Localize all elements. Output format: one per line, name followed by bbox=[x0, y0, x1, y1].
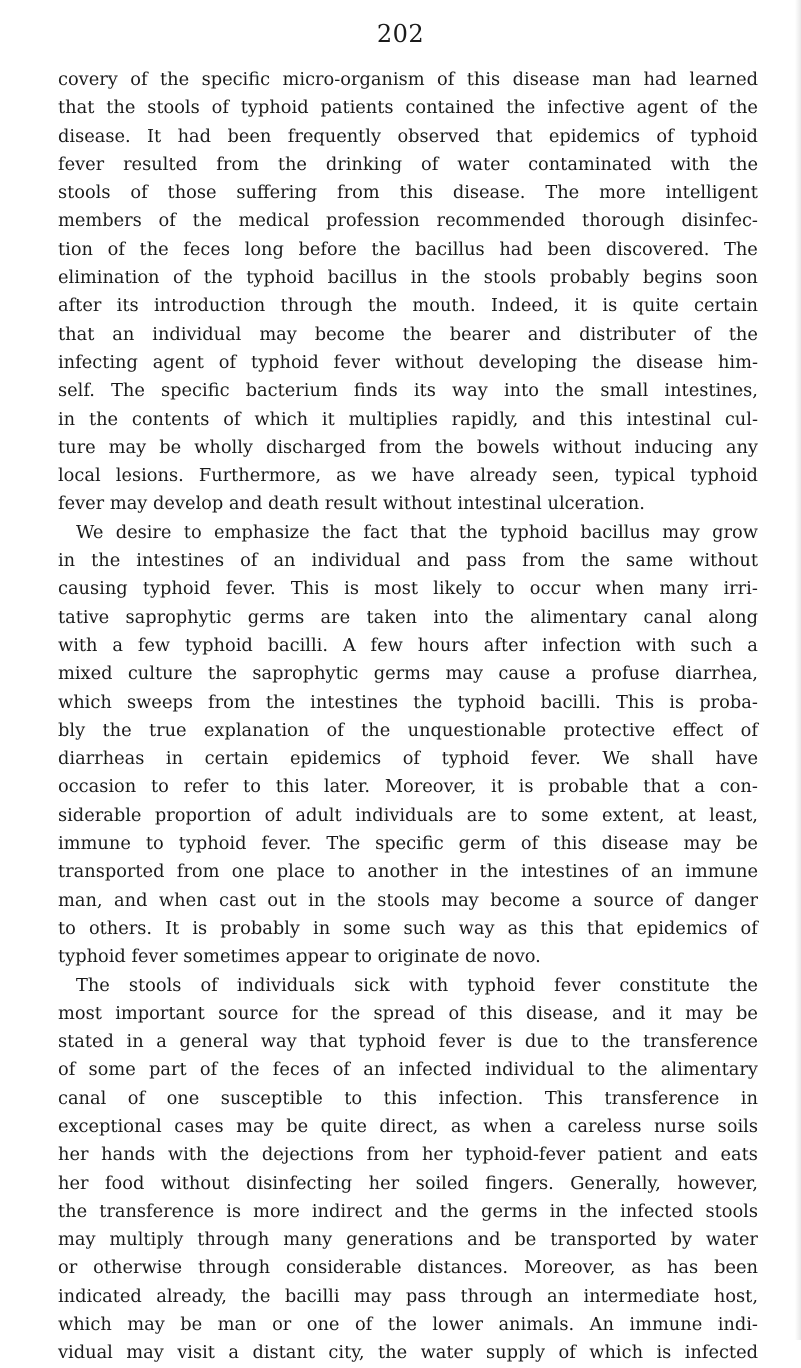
text-line: exceptional cases may be quite direct, as when a careless nurse soils bbox=[58, 1115, 758, 1137]
text-line: We desire to emphasize the fact that the typhoid bacillus may grow bbox=[76, 521, 758, 543]
text-line: ture may be wholly discharged from the bowels without inducing any bbox=[58, 436, 758, 458]
text-line: indicated already, the bacilli may pass through an intermediate host, bbox=[58, 1285, 758, 1307]
text-line: in the contents of which it multiplies rapidly, and this intestinal cul- bbox=[58, 408, 758, 430]
text-line: siderable proportion of adult individuals are to some extent, at least, bbox=[58, 804, 758, 826]
text-line: of some part of the feces of an infected individual to the alimentary bbox=[58, 1059, 758, 1081]
text-line: stated in a general way that typhoid fever is due to the transference bbox=[58, 1031, 758, 1053]
text-line: covery of the specific micro-organism of this disease man had learned bbox=[58, 69, 758, 90]
text-line: her hands with the dejections from her typhoid-fever patient and eats bbox=[58, 1144, 758, 1166]
text-line: occasion to refer to this later. Moreover, it is probable that a con- bbox=[58, 776, 758, 798]
text-line: self. The specific bacterium finds its way into the small intestines, bbox=[58, 380, 758, 402]
text-line: that the stools of typhoid patients contained the infective agent of the bbox=[58, 97, 758, 119]
page-number: 202 bbox=[376, 20, 425, 48]
text-line: transported from one place to another in the intestines of an immune bbox=[58, 861, 758, 883]
text-line: fever resulted from the drinking of water contaminated with the bbox=[58, 153, 758, 175]
text-line: local lesions. Furthermore, as we have already seen, typical typhoid bbox=[58, 465, 758, 487]
text-line: to others. It is probably in some such way as this that epidemics of bbox=[58, 917, 758, 939]
text-line: stools of those suffering from this disease. The more intelligent bbox=[58, 182, 758, 204]
text-line: tative saprophytic germs are taken into the alimentary canal along bbox=[58, 606, 758, 628]
text-line: canal of one susceptible to this infection. This transference in bbox=[58, 1087, 758, 1109]
text-line: may multiply through many generations and be transported by water bbox=[58, 1229, 758, 1251]
text-line: which may be man or one of the lower animals. An immune indi- bbox=[58, 1314, 758, 1336]
text-line: her food without disinfecting her soiled fingers. Generally, however, bbox=[58, 1172, 758, 1194]
text-line: man, and when cast out in the stools may become a source of danger bbox=[58, 889, 758, 911]
text-line: or otherwise through considerable distances. Moreover, as has been bbox=[58, 1257, 758, 1279]
text-line: with a few typhoid bacilli. A few hours after infection with such a bbox=[58, 634, 758, 656]
text-line: mixed culture the saprophytic germs may cause a profuse diarrhea, bbox=[58, 663, 758, 685]
text-line: tion of the feces long before the bacillus had been discovered. The bbox=[58, 238, 758, 260]
text-line: vidual may visit a distant city, the water supply of which is infected bbox=[58, 1342, 758, 1364]
text-line: causing typhoid fever. This is most likely to occur when many irri- bbox=[58, 578, 758, 600]
text-line: typhoid fever sometimes appear to originate de novo. bbox=[58, 946, 541, 968]
text-line: infecting agent of typhoid fever without developing the disease him- bbox=[58, 351, 758, 373]
text-line: diarrheas in certain epidemics of typhoid fever. We shall have bbox=[58, 748, 758, 770]
text-line: which sweeps from the intestines the typhoid bacilli. This is proba- bbox=[58, 691, 758, 713]
text-line: members of the medical profession recommended thorough disinfec- bbox=[58, 210, 758, 232]
text-line: the transference is more indirect and the germs in the infected stools bbox=[58, 1200, 758, 1222]
text-line: elimination of the typhoid bacillus in the stools probably begins soon bbox=[58, 267, 758, 289]
text-line: in the intestines of an individual and pass from the same without bbox=[58, 550, 758, 572]
text-line: fever may develop and death result without intestinal ulceration. bbox=[58, 493, 645, 515]
text-line: disease. It had been frequently observed that epidemics of typhoid bbox=[58, 125, 758, 147]
text-line: bly the true explanation of the unquestionable protective effect of bbox=[58, 719, 758, 741]
text-line: The stools of individuals sick with typhoid fever constitute the bbox=[76, 974, 758, 996]
text-line: immune to typhoid fever. The specific germ of this disease may be bbox=[58, 833, 758, 855]
body-text bbox=[58, 66, 758, 1368]
text-line: that an individual may become the bearer and distributer of the bbox=[58, 323, 758, 345]
text-line: after its introduction through the mouth. Indeed, it is quite certain bbox=[58, 295, 758, 317]
text-line: most important source for the spread of this disease, and it may be bbox=[58, 1002, 758, 1024]
page-edge-shadow bbox=[795, 0, 801, 1340]
